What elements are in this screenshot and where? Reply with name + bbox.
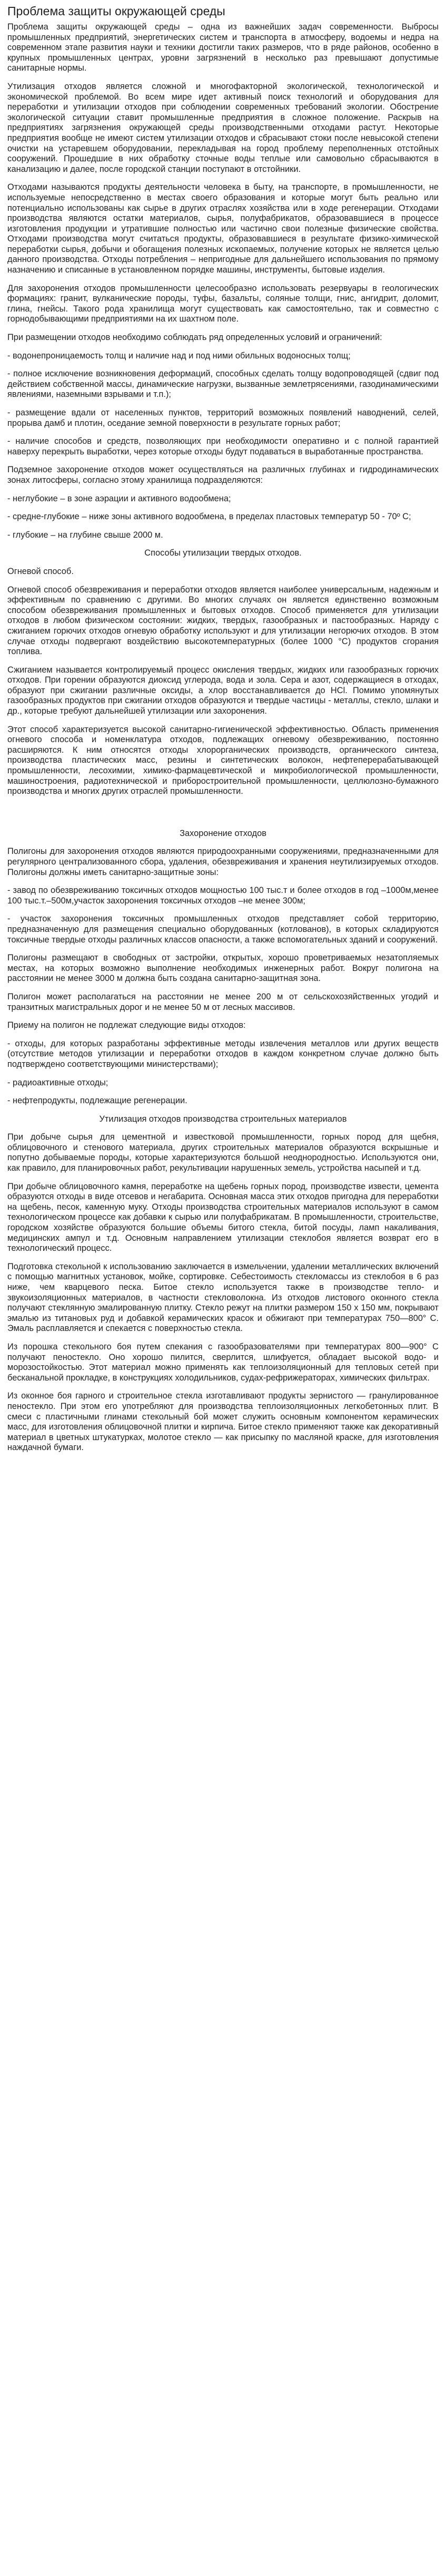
paragraph: При добыче облицовочного камня, переработке на щебень горных пород, производстве извести, цемента образуются отходы в виде отсевов и негабарита. Основная масса этих отходов пригодна для переработки на щебень, песок, каменную муку. Отходы производства строительных материалов используют в самом технологическом процессе как добавки к сырью или полуфабрикатам. В промышленности, строительстве, городском хозяйстве образуются большие объемы битого стекла, битой посуды, ламп накаливания, медицинских ампул и т.д. Основным направлением утилизации стеклобоя является возврат его в технологический процесс. [7, 1181, 439, 1253]
paragraph: Полигоны для захоронения отходов являются природоохранными сооружениями, предназначенными для регулярного централизованного сбора, удаления, обезвреживания и хранения неутилизируемых отходов. Полигоны должны иметь санитарно-защитные зоны: [7, 847, 439, 877]
paragraph: При размещении отходов необходимо соблюдать ряд определенных условий и ограничений: [7, 333, 382, 343]
paragraph: - полное исключение возникновения деформаций, способных сделать толщу водопроводящей (сдвиг под действием собственной массы, динамические нагрузки, вызванные землетрясениями, газодинамическими явлениями, наземными взрывами и т.п.); [7, 369, 439, 400]
paragraph: - глубокие – на глубине свыше 2000 м. [7, 530, 163, 540]
paragraph: Приему на полигон не подлежат следующие виды отходов: [7, 1020, 246, 1031]
section-heading: Утилизация отходов производства строительных материалов [99, 1114, 347, 1124]
paragraph: Подготовка стекольной к использованию заключается в измельчении, удалении металлических включений с помощью магнитных установок, мойке, сортировке. Себестоимость стекломассы из стеклобоя в 6 раз ниже, чем кварцевого песка. Битое стекло используется также в производстве тепло- и звукоизоляционных материалов, в частности стекловолокна. Из отходов листового оконного стекла получают стеклянную эмалированную плитку. Стекло режут на плитки размером 150 х 150 мм, покрывают эмалью из титановых руд и добавкой керамических красок и обжигают при температурах 750—800° С. Эмаль расплавляется и спекается с поверхностью стекла. [7, 1261, 439, 1334]
paragraph: - нефтепродукты, подлежащие регенерации. [7, 1096, 187, 1106]
paragraph: - отходы, для которых разработаны эффективные методы извлечения металлов или других веществ (отсутствие методов утилизации и переработки отходов в каждом конкретном случае должно быть подтверждено соответствующими министерствами); [7, 1038, 439, 1069]
paragraph: Проблема защиты окружающей среды – одна из важнейших задач современности. Выбросы промышленных предприятий, энергетических систем и транспорта в атмосферу, водоемы и недра на современном этапе развития науки и техники достигли таких размеров, что в ряде районов, особенно в крупных промышленных центрах, уровни загрязнений в несколько раз превышают допустимые санитарные нормы. [7, 22, 439, 73]
page-title: Проблема защиты окружающей среды [7, 4, 225, 18]
paragraph: Для захоронения отходов промышленности целесообразно использовать резервуары в геологических формациях: гранит, вулканические породы, туфы, базальты, соляные толщи, гнис, ангидрит, доломит, глина, гнейсы. Такого рода хранилища могут существовать как самостоятельно, так и совместно с горнодобывающими предприятиями на их шахтном поле. [7, 283, 439, 324]
paragraph: Из оконное боя гарного и строительное стекла изготавливают продукты зернистого — гранулированное пеностекло. При этом его употребляют для производства теплоизоляционных легкобетонных плит. В смеси с пластичными глинами стекольный бой может служить основным компонентом керамических масс, для изготовления облицовочной плитки и кирпича. Битое стекло применяют также как декоративный материал в цветных штукатурках, молотое стекло — как присыпку по масляной краске, для изготовления наждачной бумаги. [7, 1391, 439, 1453]
paragraph: Из порошка стекольного боя путем спекания с газообразователями при температурах 800—900° С получают пеностекло. Оно хорошо пилится, сверлится, шлифуется, обладает высокой водо- и морозостойкостью. Этот материал можно применять как теплоизоляционный для тепловых сетей при бесканальной прокладке, в конструкциях холодильников, судах-рефрижераторах, химических фильтрах. [7, 1342, 439, 1383]
section-heading: Способы утилизации твердых отходов. [144, 548, 302, 558]
paragraph: Огневой способ обезвреживания и переработки отходов является наиболее универсальным, надежным и эффективным по сравнению с другими. Во многих случаях он является единственно возможным способом обезвреживания промышленных и бытовых отходов. Способ применяется для утилизации отходов в любом физическом состоянии: жидких, твердых, газообразных и пастообразных. Наряду с сжиганием горючих отходов огневую обработку используют и для утилизации негорючих отходов. В этом случае отходы подвергают воздействию высокотемпературных (более 1000 °С) продуктов сгорания топлива. [7, 585, 439, 657]
paragraph: - неглубокие – в зоне аэрации и активного водообмена; [7, 493, 231, 503]
paragraph: - водонепроницаемость толщ и наличие над и под ними обильных водоносных толщ; [7, 351, 351, 361]
article-body [7, 22, 439, 1453]
paragraph: Утилизация отходов является сложной и многофакторной экологической, технологической и экономической проблемой. Во всем мире идет активный поиск технологий и оборудования для переработки и утилизации отходов при соблюдении современных требований экологии. Обострение экологической ситуации ставит промышленные предприятия в сложное положение. Раскрыв на предприятиях загрязнения окружающей среды производственными отходами растут. Некоторые предприятия вообще не имеют систем утилизации отходов и сбрасывают стоки после невысокой степени очистки на устаревшем оборудовании, перекладывая на город проблему переполненных отстойных сооружений. Прошедшие в них обработку сточные воды теплые или самовольно сбрасываются в канализацию и далее, после городской станции поступают в отстойники. [7, 81, 439, 174]
paragraph: Полигоны размещают в свободных от застройки, открытых, хорошо проветриваемых незатопляемых местах, на которых возможно выполнение необходимых инженерных работ. Вокруг полигона на расстоянии не менее 3000 м должна быть создана санитарно-защитная зона. [7, 953, 439, 984]
paragraph: - радиоактивные отходы; [7, 1077, 108, 1087]
paragraph: Этот способ характеризуется высокой санитарно-гигиенической эффективностью. Область применения огневого способа и номенклатура отходов, подлежащих огневому обезвреживанию, постоянно расширяются. К ним относятся отходы хлорорганических производств, органического синтеза, производства пластических масс, резины и синтетических волокон, нефтеперерабатывающей промышленности, лесохимии, химико-фармацевтической и микробиологической промышленности, машиностроения, радиотехнической и приборостроительной промышленности, целлюлозно-бумажного производства и многих других отраслей промышленности. [7, 724, 439, 796]
paragraph: - средне-глубокие – ниже зоны активного водообмена, в пределах пластовых температур 50 - 70º С; [7, 512, 411, 522]
section-heading: Захоронение отходов [180, 828, 266, 838]
paragraph: Подземное захоронение отходов может осуществляться на различных глубинах и гидродинамических зонах литосферы, согласно этому хранилища подразделяются: [7, 465, 439, 485]
paragraph: - размещение вдали от населенных пунктов, территорий возможных появлений наводнений, селей, прорыва дамб и плотин, оседание земной поверхности в результате горных работ; [7, 408, 439, 428]
paragraph: Отходами называются продукты деятельности человека в быту, на транспорте, в промышленности, не используемые непосредственно в местах своего образования и которые могут быть реально или потенциально использованы как сырье в других отраслях хозяйства или в ходе регенерации. Отходами производства являются остатки материалов, сырья, полуфабрикатов, образовавшиеся в процессе изготовления продукции и утратившие полностью или частично свои полезные физические свойства. Отходами производства могут считаться продукты, образовавшиеся в результате физико-химической переработки сырья, добычи и обогащения полезных ископаемых, получение которых не является целью данного производства. Отходы потребления – непригодные для дальнейшего использования по прямому назначению и списанные в установленном порядке машины, инструменты, бытовые изделия. [7, 182, 439, 275]
paragraph: При добыче сырья для цементной и известковой промышленности, горных пород для щебня, облицовочного и стенового материала, других строительных материалов образуются вскрышные и попутно добываемые породы, которые характеризуются большой неоднородностью. Используются они, как правило, для планировочных работ, рекультивации нарушенных земель, устройства насыпей и т.д. [7, 1132, 439, 1173]
paragraph: - завод по обезвреживанию токсичных отходов мощностью 100 тыс.т и более отходов в год –1000м,менее 100 тыс.т.–500м,участок захоронения токсичных отходов –не менее 300м; [7, 886, 439, 906]
paragraph: - участок захоронения токсичных промышленных отходов представляет собой территорию, предназначенную для размещения специально оборудованных (котлованов), в которых складируются токсичные твердые отходы различных классов опасности, а также вспомогательных зданий и сооружений. [7, 914, 439, 945]
paragraph: - наличие способов и средств, позволяющих при необходимости оперативно и с полной гарантией наверху перекрыть выработки, через которые отходы будут подаваться в выработанные пространства. [7, 436, 439, 456]
paragraph: Сжиганием называется контролируемый процесс окисления твердых, жидких или газообразных горючих отходов. При горении образуются диоксид углерода, вода и зола. Сера и азот, содержащиеся в отходах, образуют при сжигании различные оксиды, а хлор восстанавливается до HCl. Помимо упомянутых газообразных продуктов при сжигании отходов образуются и твердые частицы - металлы, стекло, шлаки и др., которые требуют дальнейшей утилизации или захоронения. [7, 665, 439, 716]
paragraph: Огневой способ. [7, 566, 74, 576]
paragraph: Полигон может располагаться на расстоянии не менее 200 м от сельскохозяйственных угодий и транзитных магистральных дорог и не менее 50 м от лесных массивов. [7, 991, 439, 1012]
